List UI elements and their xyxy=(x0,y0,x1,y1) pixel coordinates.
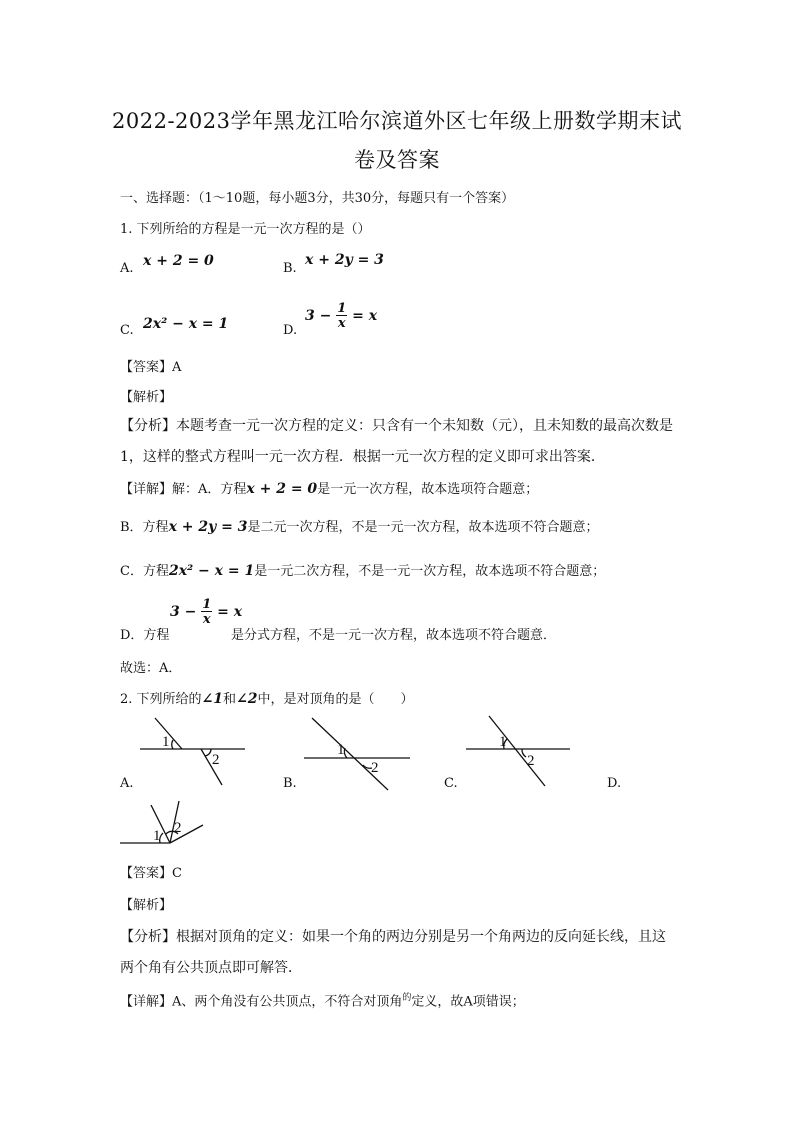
q2-angle1: ∠1 xyxy=(201,691,224,707)
q1-detail-b-suffix: 是二元一次方程，不是一元一次方程，故本选项不符合题意； xyxy=(247,520,599,535)
q2-figure-a-angle-2: 2 xyxy=(212,752,220,768)
q1-option-c-label: C. xyxy=(120,323,134,338)
q2-analysis-title: 【解析】 xyxy=(120,898,173,913)
q2-figure-a xyxy=(140,718,245,785)
q1-detail-b-prefix: B．方程 xyxy=(120,520,169,535)
q1-detail-d-suffix: 是分式方程，不是一元一次方程，故本选项不符合题意． xyxy=(231,628,557,643)
q2-analysis-line1: 【分析】根据对顶角的定义：如果一个角的两边分别是另一个角两边的反向延长线，且这 xyxy=(120,929,666,945)
q1-detail-d-prefix: D．方程 xyxy=(120,628,170,643)
q2-figure-c-angle-1: 1 xyxy=(499,734,507,750)
q1-analysis-line1: 【分析】本题考查一元一次方程的定义：只含有一个未知数（元），且未知数的最高次数是 xyxy=(120,418,673,434)
q2-figure-b xyxy=(304,718,410,790)
question-1-stem: 1. 下列所给的方程是一元一次方程的是（） xyxy=(120,222,371,237)
q1-option-d-label: D. xyxy=(283,323,298,338)
q2-answer: 【答案】C xyxy=(120,866,182,881)
q1-detail-d-numerator: 1 xyxy=(202,597,212,612)
q2-figure-b-angle-1: 1 xyxy=(337,742,345,758)
q2-stem-and: 和 xyxy=(223,692,237,707)
q2-detail-a xyxy=(120,990,525,1009)
q1-detail-c-expression: 2x² − x = 1 xyxy=(168,563,255,579)
q1-option-b-label: B. xyxy=(283,261,297,276)
q2-detail-a-part1: 【详解】A、两个角没有公共顶点，不符合对顶角 xyxy=(120,994,403,1010)
q1-answer: 【答案】A xyxy=(120,360,182,375)
q2-figure-b-label: B. xyxy=(283,776,297,791)
q2-stem-prefix: 2. 下列所给的 xyxy=(120,692,202,707)
q1-detail-c-prefix: C．方程 xyxy=(120,564,169,579)
q1-d-denominator: x xyxy=(337,316,346,331)
q1-detail-b-expression: x + 2y = 3 xyxy=(168,519,248,535)
q2-figure-c-angle-2: 2 xyxy=(527,753,535,769)
q2-stem-suffix: 中，是对顶角的是（ ） xyxy=(257,692,414,707)
q1-detail-d-left: 3 − xyxy=(170,604,197,620)
q2-figure-d-label: D. xyxy=(607,776,622,791)
q1-detail-d-right: = x xyxy=(217,604,243,620)
q1-conclusion: 故选：A． xyxy=(120,661,182,676)
q1-option-a-label: A. xyxy=(120,261,134,276)
q2-analysis-line2: 两个角有公共顶点即可解答． xyxy=(120,960,302,976)
q1-detail-a-suffix: 是一元一次方程，故本选项符合题意； xyxy=(317,482,539,497)
q2-figure-a-label: A. xyxy=(120,776,134,791)
q2-figure-c xyxy=(466,716,570,786)
q2-figure-a-angle-1: 1 xyxy=(162,734,170,750)
section-heading: 一、选择题：（1～10题，每小题3分，共30分，每题只有一个答案） xyxy=(120,191,515,206)
q1-option-a-expression: x + 2 = 0 xyxy=(143,253,214,269)
q1-detail-c-suffix: 是一元二次方程，不是一元一次方程，故本选项不符合题意； xyxy=(254,564,606,579)
q2-figure-d-angle-1: 1 xyxy=(153,828,161,844)
q1-d-right: = x xyxy=(352,308,378,324)
q2-figure-b-angle-2: 2 xyxy=(371,760,379,776)
q1-d-numerator: 1 xyxy=(337,301,347,316)
q1-d-left: 3 − xyxy=(305,308,332,324)
q1-analysis-line2: 1，这样的整式方程叫一元一次方程．根据一元一次方程的定义即可求出答案． xyxy=(120,449,605,465)
q1-detail-d-denominator: x xyxy=(202,612,211,627)
q2-figure-c-label: C. xyxy=(444,776,458,791)
q1-detail-a-prefix: 【详解】解：A．方程 xyxy=(120,482,247,497)
q2-detail-a-small: 的 xyxy=(402,993,412,1003)
q2-figure-d-angle-2: 2 xyxy=(174,820,182,836)
document-title-line2: 卷及答案 xyxy=(354,148,440,172)
q2-detail-a-part2: 定义，故A项错误； xyxy=(411,994,525,1010)
q2-figure-d xyxy=(120,801,203,843)
q1-option-b-expression: x + 2y = 3 xyxy=(305,252,384,268)
q1-analysis-title: 【解析】 xyxy=(120,390,173,405)
q1-option-c-expression: 2x² − x = 1 xyxy=(143,316,229,332)
document-title-line1: 2022-2023学年黑龙江哈尔滨道外区七年级上册数学期末试 xyxy=(112,109,682,133)
q1-detail-a-expression: x + 2 = 0 xyxy=(246,481,318,497)
q2-angle2: ∠2 xyxy=(236,691,258,707)
